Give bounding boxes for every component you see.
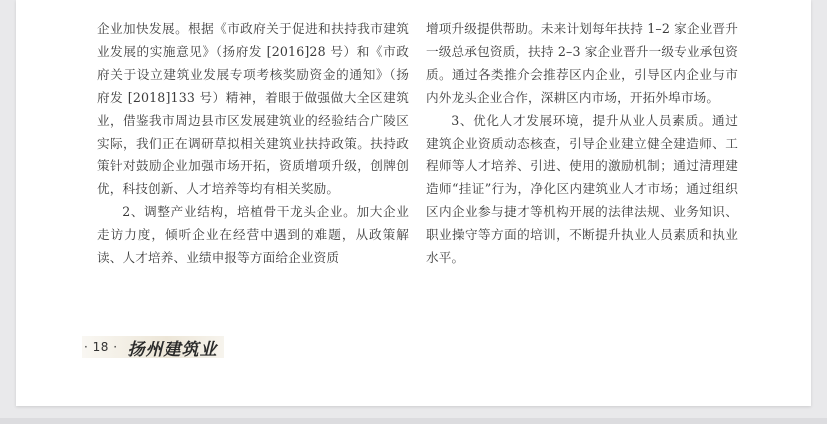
page-number: · 18 ·: [84, 340, 118, 354]
left-paragraph-1: 企业加快发展。根据《市政府关于促进和扶持我市建筑业发展的实施意见》（扬府发 [2016]28 号）和《市政府关于设立建筑业发展专项考核奖励资金的通知》（扬府发 [2018]133 号）精神，着眼于做强做大全区建筑业，借鉴我市周边县市区发展建筑业的经验结合广陵区实际，我们正在调研草拟相关建筑业扶持政策。扶持政策针对鼓励企业加强市场开拓，资质增项升级，创牌创优，科技创新、人才培养等均有相关奖励。: [97, 21, 409, 197]
right-text-column: [426, 18, 738, 270]
left-paragraph-2: 2、调整产业结构，培植骨干龙头企业。加大企业走访力度，倾听企业在经营中遇到的难题，从政策解读、人才培养、业绩申报等方面给企业资质: [97, 204, 409, 266]
magazine-logo: 扬州建筑业: [127, 339, 218, 360]
right-paragraph-2: 3、优化人才发展环境，提升从业人员素质。通过建筑企业资质动态核查，引导企业建立健全建造师、工程师等人才培养、引进、使用的激励机制；通过清理建造师“挂证”行为，净化区内建筑业人才市场；通过组织区内企业参与捷才等机构开展的法律法规、业务知识、职业操守等方面的培训，不断提升执业人员素质和执业水平。: [426, 112, 738, 266]
left-text-column: [97, 18, 409, 270]
next-page-edge: [0, 418, 827, 424]
page-footer: [82, 336, 224, 358]
right-paragraph-1: 增项升级提供帮助。未来计划每年扶持 1–2 家企业晋升一级总承包资质，扶持 2–3 家企业晋升一级专业承包资质。通过各类推介会推荐区内企业，引导区内企业与市内外龙头企业合作，深耕区内市场，开拓外埠市场。: [426, 21, 738, 105]
